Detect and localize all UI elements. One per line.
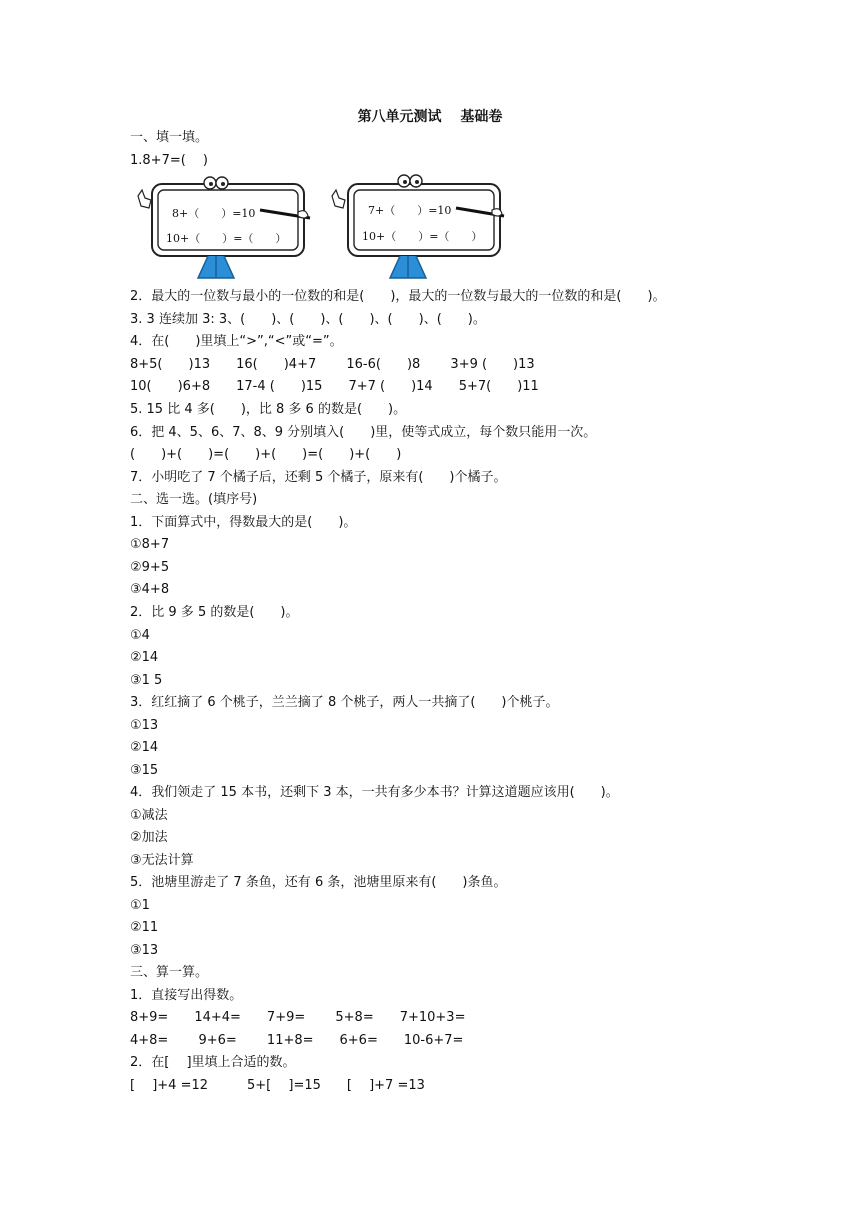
section1-heading: 一、填一填。 xyxy=(130,130,209,145)
question-3-1: 1．直接写出得数。 xyxy=(130,988,243,1003)
math-board-illustration xyxy=(324,172,514,280)
question-2-5: 5．池塘里游走了 7 条鱼，还有 6 条，池塘里原来有( )条鱼。 xyxy=(130,875,507,890)
option: ③无法计算 xyxy=(130,853,194,868)
question-2-2: 2．比 9 多 5 的数是( )。 xyxy=(130,605,299,620)
section3-heading: 三、算一算。 xyxy=(130,965,209,980)
section2-heading: 二、选一选。(填序号) xyxy=(130,492,258,507)
math-board-illustration xyxy=(128,172,318,280)
question-3-1-row2: 4+8= 9+6= 11+8= 6+6= 10-6+7= xyxy=(130,1033,464,1048)
question-3-1-row1: 8+9= 14+4= 7+9= 5+8= 7+10+3= xyxy=(130,1010,466,1025)
question-1-1: 1.8+7=( ) xyxy=(130,153,209,168)
question-2-1: 1．下面算式中，得数最大的是( )。 xyxy=(130,515,357,530)
board-equation-2: 10+（ ）=（ ） xyxy=(362,230,483,243)
question-3-2: 2．在[ ]里填上合适的数。 xyxy=(130,1055,296,1070)
question-1-6: 6．把 4、5、6、7、8、9 分别填入( )里，使等式成立，每个数只能用一次。 xyxy=(130,425,597,440)
question-2-4: 4．我们领走了 15 本书，还剩下 3 本，一共有多少本书？计算这道题应该用( )。 xyxy=(130,785,619,800)
option: ②11 xyxy=(130,920,159,935)
question-1-7: 7．小明吃了 7 个橘子后，还剩 5 个橘子，原来有( )个橘子。 xyxy=(130,470,507,485)
option: ①减法 xyxy=(130,808,168,823)
board-equation-1: 7+（ ）=10 xyxy=(368,204,452,217)
option: ①4 xyxy=(130,628,150,643)
question-1-2: 2．最大的一位数与最小的一位数的和是( )，最大的一位数与最大的一位数的和是( )。 xyxy=(130,289,666,304)
option: ①13 xyxy=(130,718,159,733)
option: ②14 xyxy=(130,650,159,665)
option: ①1 xyxy=(130,898,150,913)
option: ③13 xyxy=(130,943,159,958)
question-1-6-row: ( )+( )=( )+( )=( )+( ) xyxy=(130,447,402,462)
option: ③1 5 xyxy=(130,673,163,688)
option: ②14 xyxy=(130,740,159,755)
option: ③4+8 xyxy=(130,582,170,597)
option: ①8+7 xyxy=(130,537,170,552)
option: ②9+5 xyxy=(130,560,170,575)
option: ③15 xyxy=(130,763,159,778)
board-equation-2: 10+（ ）=（ ） xyxy=(166,232,287,245)
option: ②加法 xyxy=(130,830,168,845)
question-1-4-row1: 8+5( )13 16( )4+7 16-6( )8 3+9 ( )13 xyxy=(130,357,535,372)
question-1-5: 5. 15 比 4 多( )，比 8 多 6 的数是( )。 xyxy=(130,402,407,417)
question-2-3: 3．红红摘了 6 个桃子，兰兰摘了 8 个桃子，两人一共摘了( )个桃子。 xyxy=(130,695,559,710)
question-3-2-row: [ ]+4 =12 5+[ ]=15 [ ]+7 =13 xyxy=(130,1078,425,1093)
page-title: 第八单元测试 基础卷 xyxy=(357,109,503,125)
board-equation-1: 8+（ ）=10 xyxy=(172,207,256,220)
question-1-4: 4．在( )里填上“>”,“<”或“=”。 xyxy=(130,334,343,349)
question-1-3: 3. 3 连续加 3: 3、( )、( )、( )、( )、( )。 xyxy=(130,312,486,327)
question-1-4-row2: 10( )6+8 17-4 ( )15 7+7 ( )14 5+7( )11 xyxy=(130,379,539,394)
